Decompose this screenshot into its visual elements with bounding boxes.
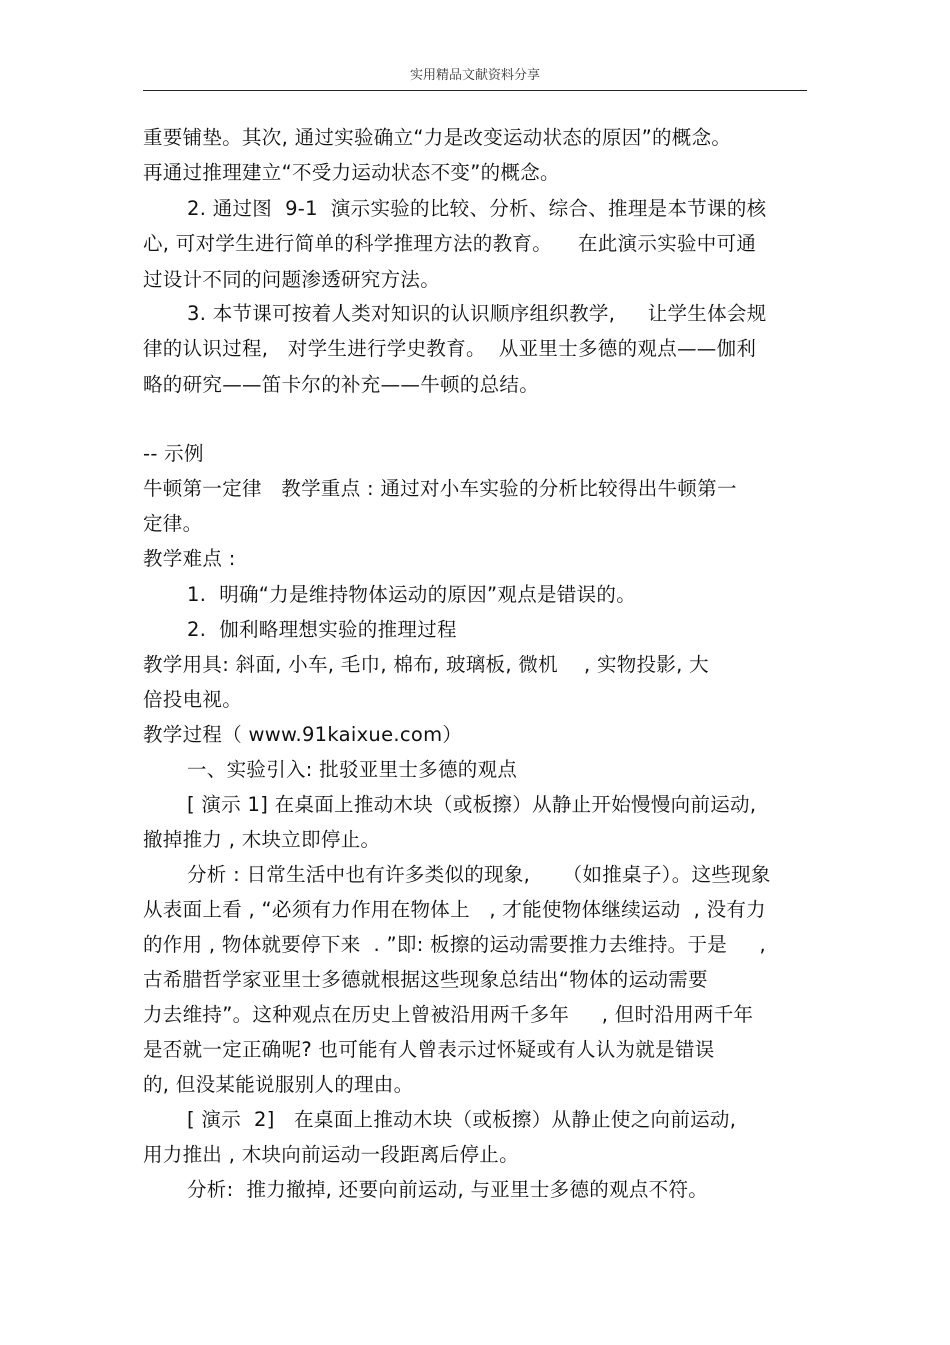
text-line: 定律。 [143,512,203,535]
page-header: 实用精品文献资料分享 [409,68,540,83]
text-line: -- 示例 [143,442,204,465]
text-line: [ 演示 2] 在桌面上推动木块（或板擦）从静止使之向前运动, [187,1108,737,1131]
text-line: 律的认识过程, 对学生进行学史教育。 从亚里士多德的观点——伽利 [143,337,757,360]
text-line: 是否就一定正确呢? 也可能有人曾表示过怀疑或有人认为就是错误 [143,1038,715,1061]
text-line: [ 演示 1] 在桌面上推动木块（或板擦）从静止开始慢慢向前运动, [187,793,757,816]
text-line: 2. 通过图 9-1 演示实验的比较、分析、综合、推理是本节课的核 [187,197,767,220]
text-line: 用力推出 , 木块向前运动一段距离后停止。 [143,1143,519,1166]
text-line: 过设计不同的问题渗透研究方法。 [143,268,441,291]
text-line: 教学难点 : [143,547,236,570]
text-line: 3. 本节课可按着人类对知识的认识顺序组织教学, 让学生体会规 [187,302,767,325]
text-line: 略的研究——笛卡尔的补充——牛顿的总结。 [143,373,539,396]
text-line: 分析: 推力撤掉, 还要向前运动, 与亚里士多德的观点不符。 [187,1178,709,1201]
text-line: 2. 伽利略理想实验的推理过程 [187,618,457,641]
text-line: 牛顿第一定律 教学重点 : 通过对小车实验的分析比较得出牛顿第一 [143,477,737,500]
text-line: 倍投电视。 [143,688,243,711]
text-line: 的作用 , 物体就要停下来 . ”即: 板擦的运动需要推力去维持。于是 , [143,933,767,956]
text-line: 撤掉推力 , 木块立即停止。 [143,828,381,851]
text-line: 再通过推理建立“不受力运动状态不变”的概念。 [143,161,560,184]
text-line: 古希腊哲学家亚里士多德就根据这些现象总结出“物体的运动需要 [143,968,708,991]
text-line: 一、实验引入: 批驳亚里士多德的观点 [187,758,518,781]
text-line: 力去维持”。这种观点在历史上曾被沿用两千多年 , 但时沿用两千年 [143,1003,754,1026]
text-line: 重要铺垫。其次, 通过实验确立“力是改变运动状态的原因”的概念。 [143,126,732,149]
text-line: 教学用具: 斜面, 小车, 毛巾, 棉布, 玻璃板, 微机 , 实物投影, 大 [143,653,709,676]
text-line: 分析 : 日常生活中也有许多类似的现象, （如推桌子）。这些现象 [187,863,771,886]
text-line: 从表面上看 , “必须有力作用在物体上 , 才能使物体继续运动 , 没有力 [143,898,766,921]
text-line: 1. 明确“力是维持物体运动的原因”观点是错误的。 [187,583,637,606]
header-divider [143,90,807,91]
text-line: 心, 可对学生进行简单的科学推理方法的教育。 在此演示实验中可通 [143,232,757,255]
text-line: 的, 但没某能说服别人的理由。 [143,1073,414,1096]
text-line: 教学过程（ www.91kaixue.com） [143,723,463,746]
